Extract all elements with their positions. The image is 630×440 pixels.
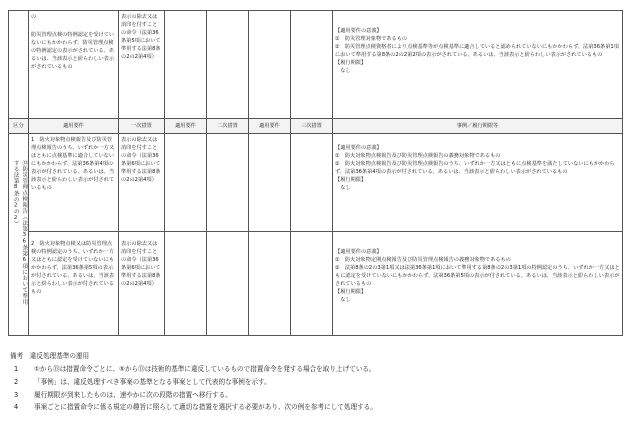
header-row xyxy=(9,119,623,134)
continued-category-cell xyxy=(9,11,29,119)
section-row-1 xyxy=(9,134,623,232)
row1-case-text: 【適用要件の意義】 ① 防火対象物点検報告及び防災管理点検報告の義務対象物であるもの ② 防火対象物点検報告及び防災管理点検報告のうち、いずれか一方又はともに点検基準を満たしていないにもかかわらず、法第36条第4項の表示が付されている、あるいは、当該表示と紛らわしい表示がされているもの 【履行期限】 なし xyxy=(335,145,615,192)
section-row-2 xyxy=(9,232,623,336)
header-category: 区分 xyxy=(9,119,29,134)
row1-req2-cell xyxy=(165,134,207,232)
row1-first-measure-cell xyxy=(119,134,165,232)
continued-req2-cell xyxy=(165,11,207,119)
note-number: 3 xyxy=(14,390,19,399)
fragment-text: の xyxy=(31,14,37,20)
row2-second-cell xyxy=(207,232,249,336)
continued-case-cell xyxy=(333,11,623,119)
row1-requirement-cell xyxy=(29,134,119,232)
note-text: 「事例」は、違反処理すべき事案の基準となる事案として代表的な事例を示す。 xyxy=(34,377,271,386)
section-category-cell xyxy=(9,134,29,336)
row2-case-text: 【適用要件の意義】 ① 防火対象物定期点検報告及び防災管理点検報告の義務対象物であるもの ② 法第8条の2の3第1項又は法第36条第1項において準用する第8条の2の3第1項の特例認定のうち、いずれか一方又はともに認定を受けていないにもかかわらず、法第36条第5項の表示が付されている、あるいは、当該表示と紛らわしい表示がされているもの 【履行期限】 なし xyxy=(335,249,620,304)
continued-first-measure-cell xyxy=(119,11,165,119)
continued-case-text: 【適用要件の意義】 ① 防災管理対象物であるもの ② 防災管理点検資格者により点検基準等が点検基準に適合していると認められていないにもかかわらず、法第36条第1項において準用する第8条の2の2第2項の表示がされている、あるいは、当該表示と紛らわしい表示がされているもの 【履行期限】 なし xyxy=(335,28,619,75)
row2-order-text: 表示の除去又は消印を付すことの命令（法第36条第6項において準用する法第8条の2の2第4項） xyxy=(121,241,161,288)
measures-table xyxy=(8,10,623,336)
row1-req3-cell xyxy=(249,134,291,232)
row2-case-cell xyxy=(333,232,623,336)
note-item xyxy=(8,376,622,389)
row2-requirement-text: 2 防火対象物点検又は防災管理点検の特例認定のうち、いずれか一方又はともに認定を受けていないにもかかわらず、法第36条第5項の表示が付されている、あるいは、当該表示と紛らわしい表示が付されているもの xyxy=(31,241,115,296)
note-text: 履行期限が到来したものは、速やかに次の段階の措置へ移行する。 xyxy=(34,390,232,399)
continued-second-cell xyxy=(207,11,249,119)
note-item xyxy=(8,389,622,402)
row1-case-cell xyxy=(333,134,623,232)
header-first-measure: 一次措置 xyxy=(119,119,165,134)
row1-third-cell xyxy=(291,134,333,232)
note-number: 4 xyxy=(14,403,19,412)
row1-order-text: 表示の除去又は消印を付すことの命令（法第36条第6項において準用する法第8条の2の2第4項） xyxy=(121,137,161,184)
row2-req2-cell xyxy=(165,232,207,336)
note-item xyxy=(8,401,622,414)
header-requirement-2: 適用要件 xyxy=(165,119,207,134)
header-requirement: 適用要件 xyxy=(29,119,119,134)
note-text: ①から⑬は措置命令ごとに、⑤から⑬は技術的基準に違反しているもので措置命令を発する場合を取り上げている。 xyxy=(34,364,376,373)
row1-requirement-text: 1 防火対象物点検報告及び防災管理点検報告のうち、いずれか一方又はともに点検基準に適合していないにもかかわらず、法第36条第4項の表示が付されている、あるいは、当該表示と紛らわしい表示が付されているもの xyxy=(31,137,115,192)
header-second-measure: 二次措置 xyxy=(207,119,249,134)
continued-req3-cell xyxy=(249,11,291,119)
continued-row xyxy=(9,11,623,119)
notes-section xyxy=(8,350,622,414)
section-category-text: ⑬防災管理点検報告（法第36条第6項において準用する法第8条の2の2） xyxy=(12,159,28,305)
note-item xyxy=(8,363,622,376)
continued-requirement-cell xyxy=(29,11,119,119)
continued-third-cell xyxy=(291,11,333,119)
header-case: 事例／履行期限等 xyxy=(333,119,623,134)
note-number: 2 xyxy=(14,377,19,386)
header-third-measure: 三次措置 xyxy=(291,119,333,134)
note-text: 事案ごとに措置命令に係る規定の趣旨に照らして適切な措置を選択する必要があり、次の例を参考にして処理する。 xyxy=(34,403,377,412)
header-requirement-3: 適用要件 xyxy=(249,119,291,134)
row2-first-measure-cell xyxy=(119,232,165,336)
continued-requirement-text: 防災管理点検の特例認定を受けていないにもかかわらず、防災管理点検の特例認定の表示がされている、あるいは、当該表示と紛らわしい表示がされているもの xyxy=(31,32,115,71)
notes-title: 備考 違反処理基準の運用 xyxy=(10,352,90,360)
row1-second-cell xyxy=(207,134,249,232)
row2-req3-cell xyxy=(249,232,291,336)
row2-third-cell xyxy=(291,232,333,336)
continued-order-text: 表示の除去又は消印を付すことの命令（法第36条第5項において準用する法第8条の2の2第4項） xyxy=(121,14,161,61)
note-number: 1 xyxy=(14,364,19,373)
row2-requirement-cell xyxy=(29,232,119,336)
